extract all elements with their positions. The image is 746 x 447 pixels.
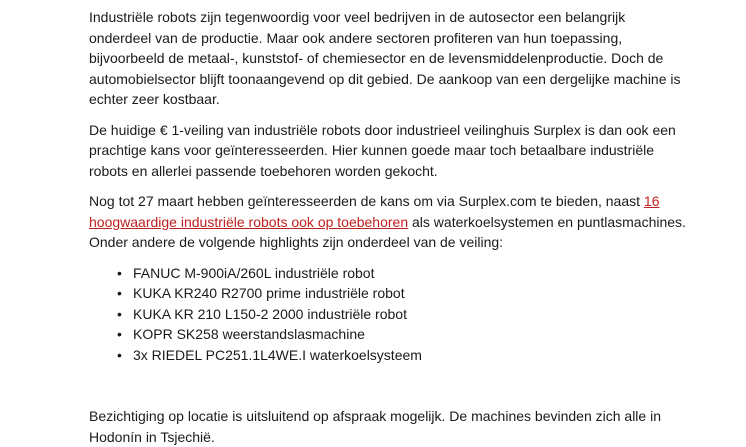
bullet-icon: •: [117, 346, 122, 363]
highlights-list: [89, 263, 689, 366]
document-page: [89, 7, 689, 447]
list-item: [89, 324, 689, 345]
spacer: [89, 365, 689, 406]
list-item: [89, 263, 689, 284]
bullet-icon: •: [117, 305, 122, 322]
list-item-text: KUKA KR 210 L150-2 2000 industriële robot: [133, 305, 407, 322]
bullet-icon: •: [117, 326, 122, 342]
bidding-text-before: Nog tot 27 maart hebben geïnteresseerden de kans om via Surplex.com te bieden, naast: [89, 193, 644, 209]
list-item: [89, 283, 689, 304]
list-item-text: KUKA KR240 R2700 prime industriële robot: [133, 285, 405, 301]
list-item-text: FANUC M-900iA/260L industriële robot: [133, 264, 375, 281]
list-item-text: 3x RIEDEL PC251.1L4WE.I waterkoelsysteem: [133, 346, 422, 363]
bidding-text-after: als waterkoelsystemen en puntlasmachines. Onder andere de volgende highlights zijn onderdeel van de veiling:: [89, 213, 686, 250]
list-item: [89, 304, 689, 325]
bullet-icon: •: [117, 264, 122, 281]
intro-paragraph: Industriële robots zijn tegenwoordig voor veel bedrijven in de autosector een belangrijk onderdeel van de productie. Maar ook andere sectoren profiteren van hun toepassing, bijvoorbeeld de metaal-, kunststof- of chemiesector en de levensmiddelenproductie. Doch de automobielsector blijft toonaangevend op dit gebied. De aankoop van een dergelijke machine is echter zeer kostbaar.: [89, 9, 681, 107]
bidding-paragraph: [89, 191, 689, 253]
list-item-text: KOPR SK258 weerstandslasmachine: [133, 326, 365, 342]
bullet-icon: •: [117, 285, 122, 301]
robots-link[interactable]: 16 hoogwaardige industriële robots ook op toebehoren: [89, 193, 660, 230]
list-item: [89, 345, 689, 366]
viewing-paragraph: Bezichtiging op locatie is uitsluitend op afspraak mogelijk. De machines bevinden zich alle in Hodonín in Tsjechië.: [89, 408, 661, 445]
auction-paragraph: De huidige € 1-veiling van industriële robots door industrieel veilinghuis Surplex is dan ook een prachtige kans voor geïnteresseerden. Hier kunnen goede maar toch betaalbare industriële robots en allerlei passende toebehoren worden gekocht.: [89, 121, 676, 179]
